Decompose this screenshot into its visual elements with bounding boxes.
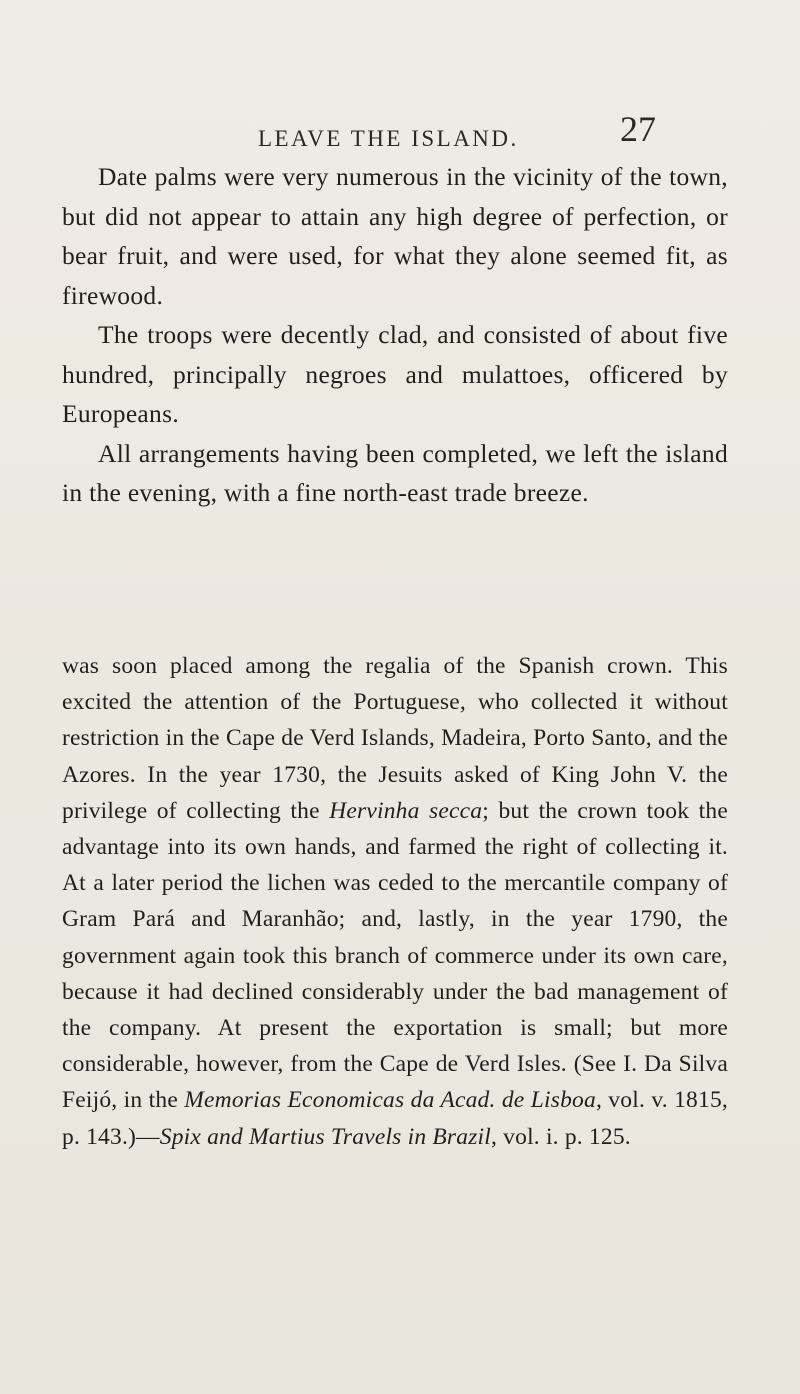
- footnote-paragraph: [62, 648, 728, 1155]
- footnote-text: , vol. i. p. 125.: [491, 1123, 631, 1150]
- footnote: [62, 648, 728, 1155]
- running-head: LEAVE THE ISLAND.: [258, 126, 519, 151]
- footnote-italic: Spix and Martius Travels in Brazil: [159, 1123, 492, 1150]
- paragraph: All arrangements having been completed, we left the island in the evening, with a fine north-east trade breeze.: [62, 438, 728, 507]
- page-number: 27: [620, 109, 656, 149]
- paragraph: The troops were decently clad, and consisted of about five hundred, principally negroes and mulattoes, officered by Europeans.: [62, 320, 728, 428]
- main-text: [62, 157, 728, 513]
- footnote-text: , vol. v. 1815, p. 143.)—: [62, 1087, 728, 1150]
- footnote-italic: Memorias Economicas da Acad. de Lisboa: [184, 1087, 596, 1114]
- paragraph: Date palms were very numerous in the vicinity of the town, but did not appear to attain any high degree of perfection, or bear fruit, and were used, for what they alone seemed fit, as firewood.: [62, 162, 728, 310]
- footnote-text: ; but the crown took the advantage into its own hands, and farmed the right of collecting it. At a later period the lichen was ceded to the mercantile company of Gram Pará and Maranhão; and, lastly, in the year 1790, the government again took this branch of commerce under its own care, because it had declined considerably under the bad management of the company. At present the exportation is small; but more considerable, however, from the Cape de Verd Isles. (See I. Da Silva Feijó, in the: [62, 797, 728, 1114]
- footnote-text: was soon placed among the regalia of the Spanish crown. This excited the attention of the Portuguese, who collected it without restriction in the Cape de Verd Islands, Madeira, Porto Santo, and the Azores. In the year 1730, the Jesuits asked of King John V. the privilege of collecting the: [62, 653, 728, 824]
- footnote-italic: Hervinha secca: [329, 797, 483, 824]
